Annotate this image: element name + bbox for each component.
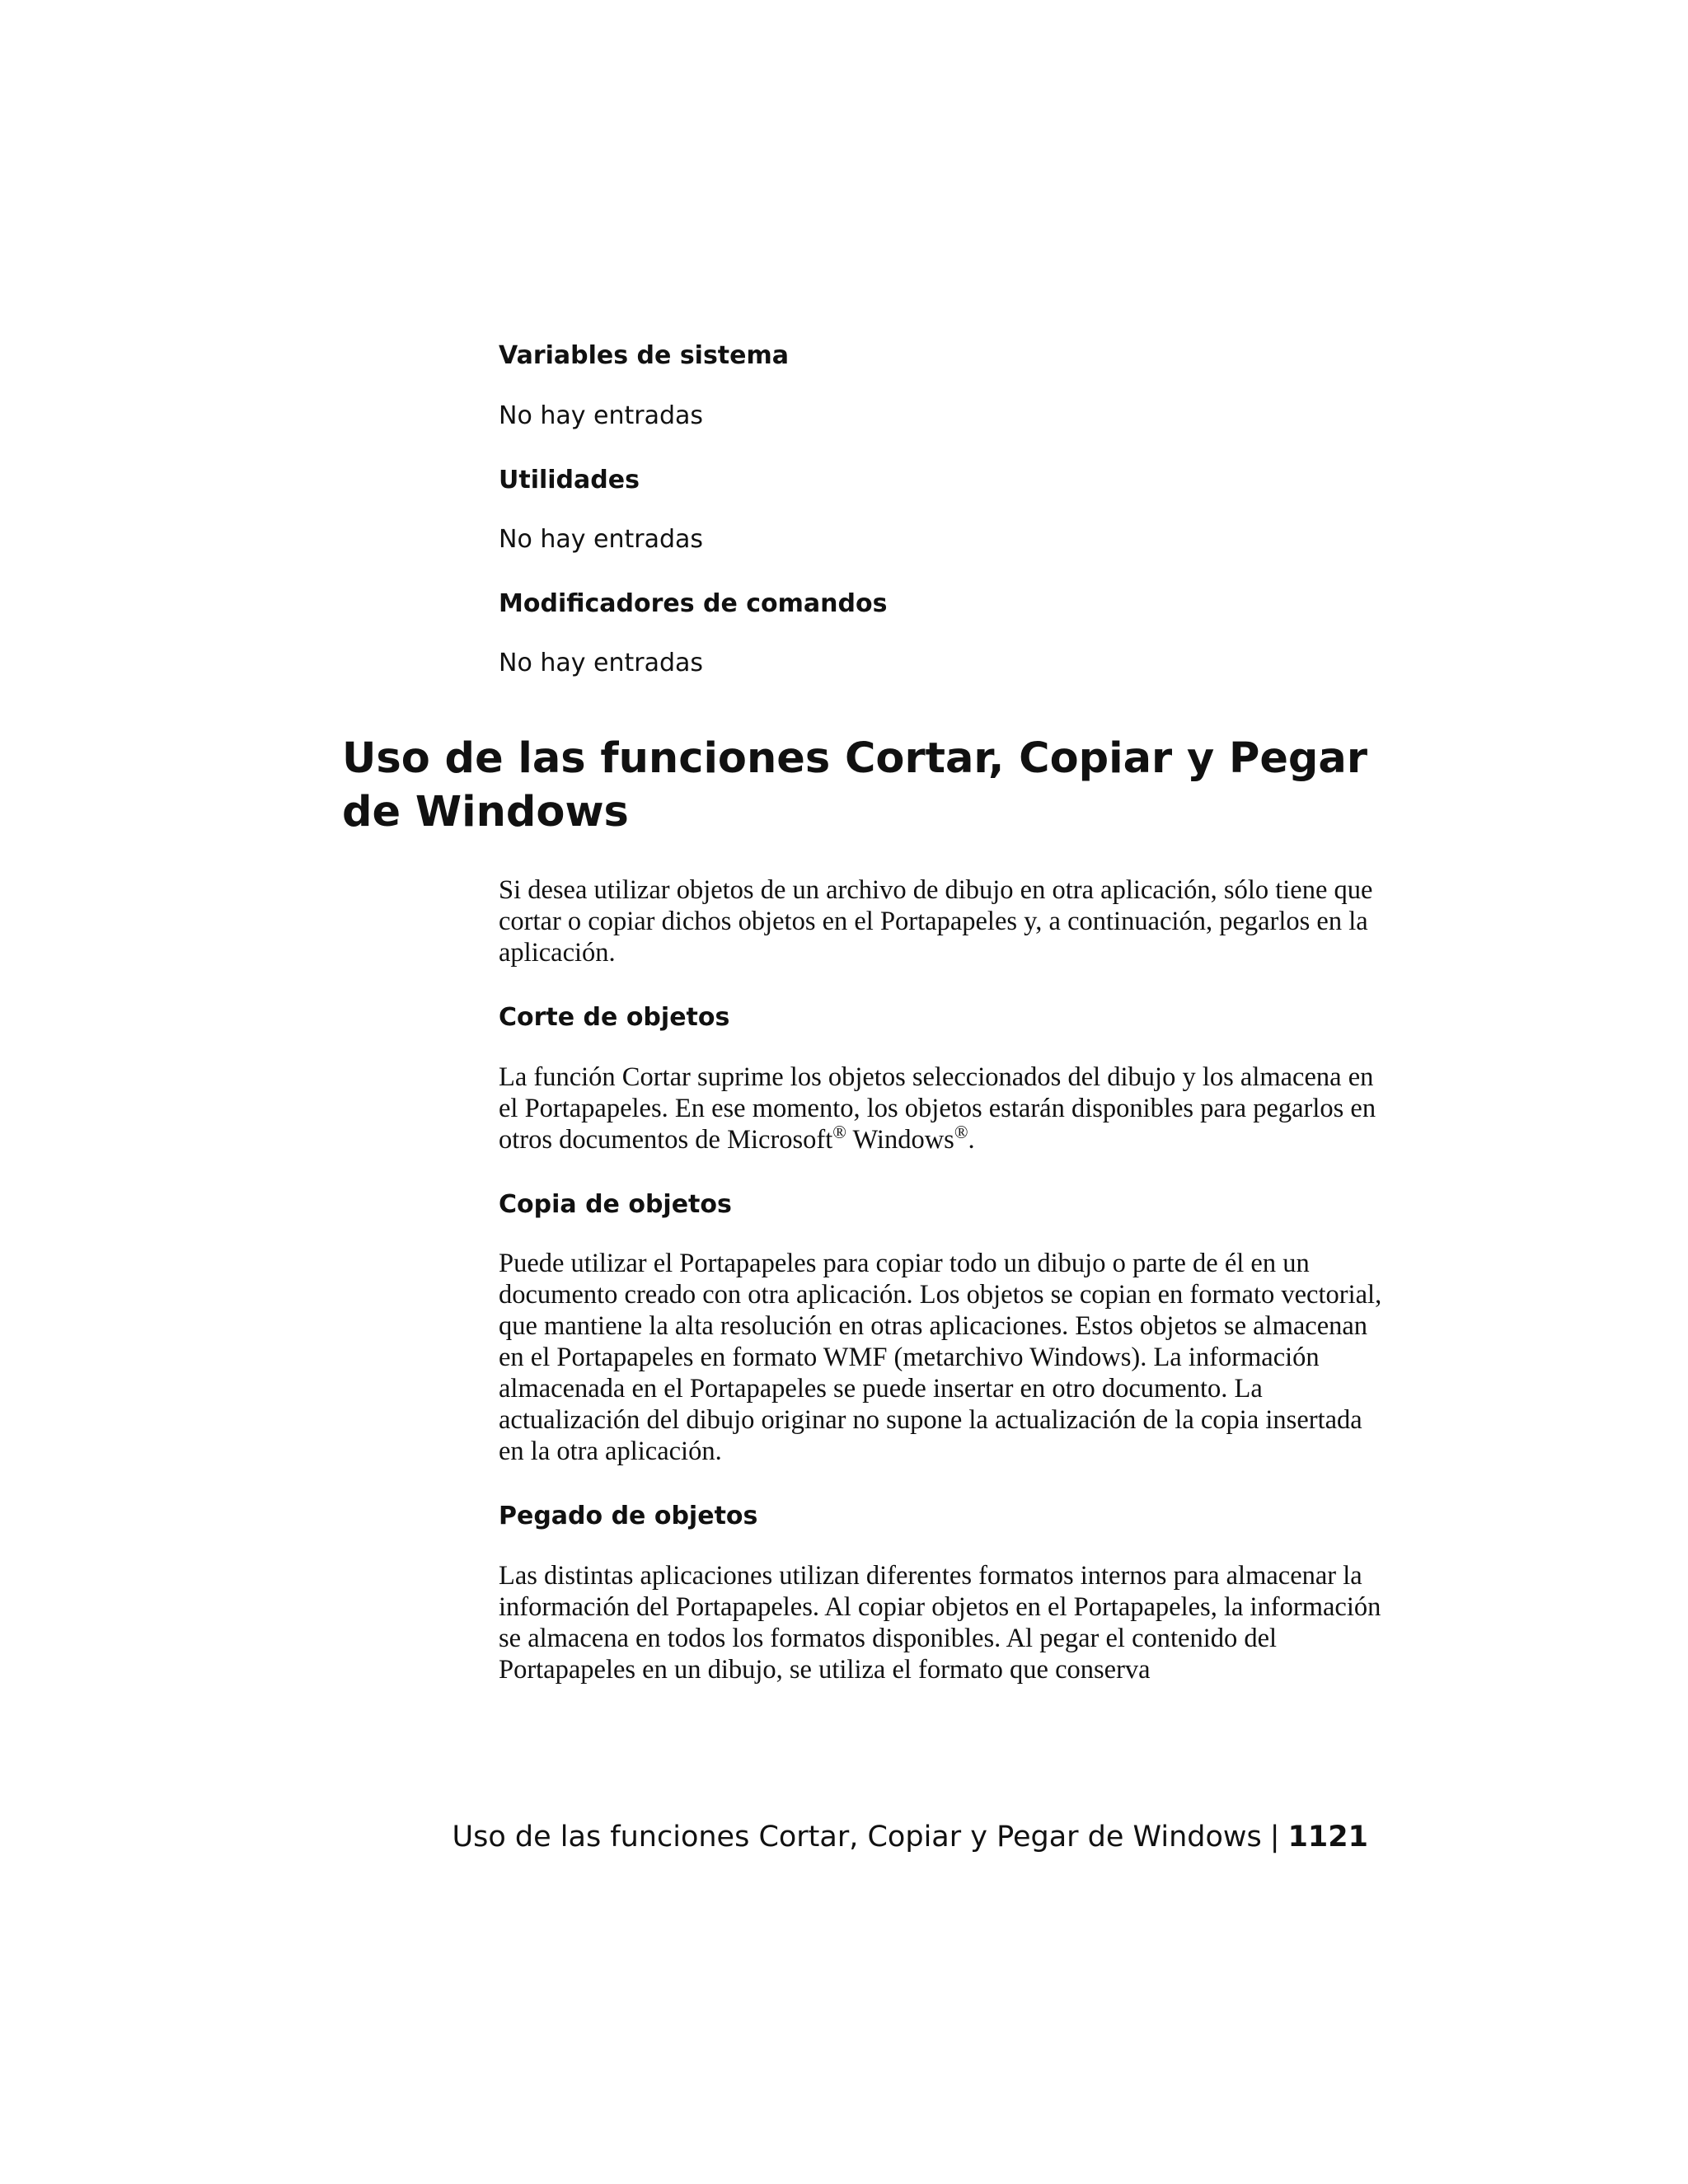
footer-running-title: Uso de las funciones Cortar, Copiar y Pegar de Windows bbox=[452, 1821, 1262, 1854]
heading-utilidades: Utilidades bbox=[499, 466, 640, 494]
page-footer bbox=[452, 1819, 1369, 1855]
heading-pegado-de-objetos: Pegado de objetos bbox=[499, 1502, 758, 1530]
registered-mark-windows: ® bbox=[954, 1122, 968, 1142]
entry-modificadores-de-comandos: No hay entradas bbox=[499, 649, 704, 677]
paragraph-corte-de-objetos bbox=[499, 1062, 1389, 1155]
heading-modificadores-de-comandos: Modificadores de comandos bbox=[499, 589, 888, 618]
heading-copia-de-objetos: Copia de objetos bbox=[499, 1190, 732, 1219]
cut-text-before: La función Cortar suprime los objetos seleccionados del dibujo y los almacena en el Portapapeles. En ese momento, los objetos estarán disponibles para pegarlos en otros documentos de Microsoft bbox=[499, 1062, 1376, 1155]
page-number: 1121 bbox=[1287, 1821, 1368, 1854]
chapter-title: Uso de las funciones Cortar, Copiar y Pegar de Windows bbox=[342, 734, 1367, 837]
heading-corte-de-objetos: Corte de objetos bbox=[499, 1003, 730, 1032]
paragraph-copia-de-objetos: Puede utilizar el Portapapeles para copiar todo un dibujo o parte de él en un documento creado con otra aplicación. Los objetos se copian en formato vectorial, que mantiene la alta resolución en otras aplicaciones. Estos objetos se almacenan en el Portapapeles en formato WMF (metarchivo Windows). La información almacenada en el Portapapeles se puede insertar en otro documento. La actualización del dibujo originar no supone la actualización de la copia insertada en la otra aplicación. bbox=[499, 1249, 1382, 1466]
cut-text-end: . bbox=[968, 1125, 975, 1155]
entry-utilidades: No hay entradas bbox=[499, 525, 704, 554]
cut-text-middle: Windows bbox=[846, 1125, 954, 1155]
paragraph-pegado-de-objetos: Las distintas aplicaciones utilizan diferentes formatos internos para almacenar la información del Portapapeles. Al copiar objetos en el Portapapeles, la información se almacena en todos los formatos disponibles. Al pegar el contenido del Portapapeles en un dibujo, se utiliza el formato que conserva bbox=[499, 1561, 1381, 1685]
entry-variables-de-sistema: No hay entradas bbox=[499, 401, 704, 430]
intro-paragraph: Si desea utilizar objetos de un archivo de dibujo en otra aplicación, sólo tiene que cortar o copiar dichos objetos en el Portapapeles y, a continuación, pegarlos en la aplicación. bbox=[499, 875, 1373, 968]
footer-separator: | bbox=[1269, 1821, 1280, 1854]
heading-variables-de-sistema: Variables de sistema bbox=[499, 341, 790, 370]
registered-mark-microsoft: ® bbox=[832, 1122, 847, 1142]
